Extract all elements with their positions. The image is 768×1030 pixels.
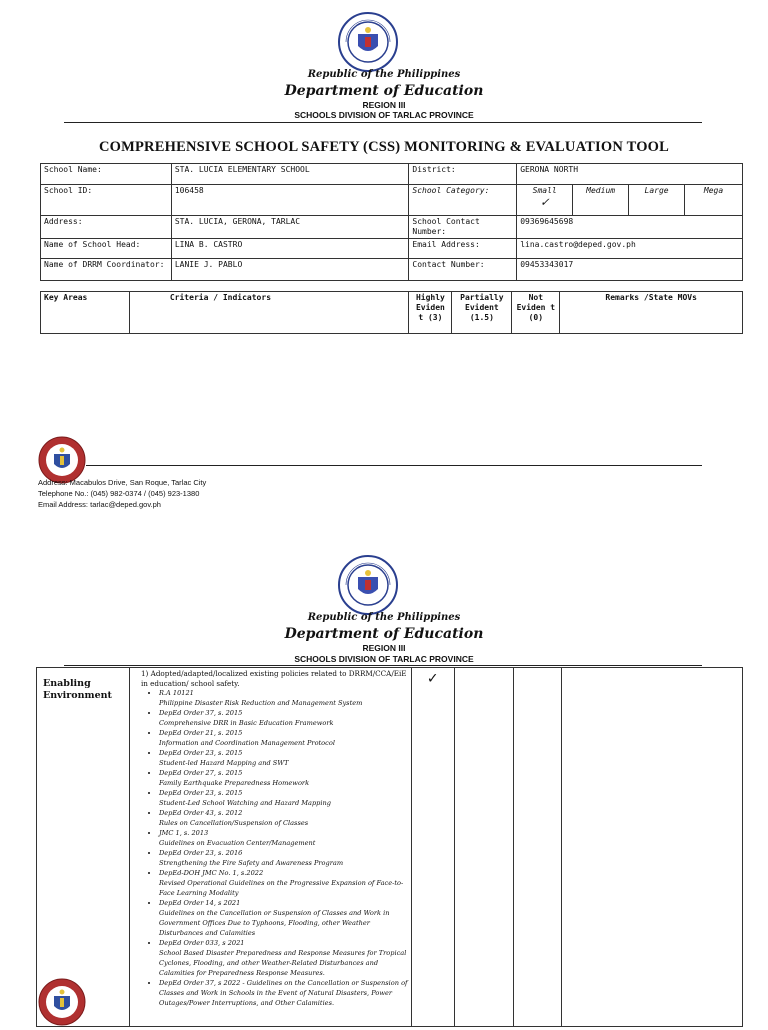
criteria-cell — [129, 668, 411, 1027]
contact-label: School Contact Number: — [409, 216, 517, 239]
policy-item — [159, 768, 408, 788]
policy-title: • R.A 10121 — [158, 689, 194, 697]
not-evident-header: Not Eviden t (0) — [512, 292, 560, 334]
footer-telephone: Telephone No.: (045) 982-0374 / (045) 923-1380 — [38, 489, 200, 498]
policy-item — [159, 898, 408, 938]
header-divider — [64, 122, 702, 123]
region-text-page2: REGION III — [362, 643, 406, 653]
email-value: lina.castro@deped.gov.ph — [517, 239, 743, 259]
region-text: REGION III — [362, 100, 406, 110]
drrm-value: LANIE J. PABLO — [171, 259, 409, 281]
remarks-cell — [562, 668, 743, 1027]
check-icon: ✓ — [540, 195, 549, 210]
contact-value: 09369645698 — [517, 216, 743, 239]
policy-item — [159, 808, 408, 828]
policy-description: Philippine Disaster Risk Reduction and Management System — [158, 699, 363, 707]
policy-item — [159, 848, 408, 868]
policy-item — [159, 938, 408, 978]
category-large: Large — [629, 185, 685, 216]
drrm-label: Name of DRRM Coordinator: — [41, 259, 172, 281]
policy-title: • DepEd Order 033, s 2021 — [158, 939, 245, 947]
policy-item — [159, 688, 408, 708]
policy-item — [159, 728, 408, 748]
highly-evident-header: Highly Eviden t (3) — [409, 292, 452, 334]
policy-title: • DepEd Order 27, s. 2015 — [158, 769, 243, 777]
footer-divider — [86, 465, 702, 466]
key-areas-header: Key Areas — [41, 292, 130, 334]
criteria-header: Criteria / Indicators — [129, 292, 409, 334]
policy-item — [159, 788, 408, 808]
division-text: SCHOOLS DIVISION OF TARLAC PROVINCE — [294, 110, 474, 120]
republic-text-page2: Republic of the Philippines — [307, 612, 461, 623]
policy-title: • DepEd Order 43, s. 2012 — [158, 809, 243, 817]
footer-address: Address: Macabulos Drive, San Roque, Tarlac City — [38, 478, 207, 487]
policy-item — [159, 828, 408, 848]
policy-description: Comprehensive DRR in Basic Education Framework — [158, 719, 334, 727]
category-small: Small ✓ — [517, 185, 573, 216]
policy-description: Strengthening the Fire Safety and Awareness Program — [158, 859, 344, 867]
policy-title: • DepEd Order 23, s. 2016 — [158, 849, 243, 857]
policy-title: • JMC 1, s. 2013 — [158, 829, 209, 837]
drrm-contact-label: Contact Number: — [409, 259, 517, 281]
policy-item — [159, 978, 408, 1008]
policy-title: • DepEd Order 21, s. 2015 — [158, 729, 243, 737]
evaluation-table — [36, 667, 743, 1027]
policy-title: • DepEd-DOH JMC No. 1, s.2022 — [158, 869, 264, 877]
address-value: STA. LUCIA, GERONA, TARLAC — [171, 216, 409, 239]
drrm-contact-value: 09453343017 — [517, 259, 743, 281]
department-title: Department of Education — [284, 83, 484, 99]
school-info-table — [40, 163, 743, 281]
policy-description: Student-Led School Watching and Hazard Mapping — [158, 799, 331, 807]
deped-seal — [338, 12, 398, 72]
policy-title: • DepEd Order 37, s 2022 - Guidelines on the Cancellation or Suspension of Classes and Work in Schools in the Event of Natural Disasters, Power Outages/Power Interruptions, and Other Calamities. — [158, 979, 408, 1007]
footer-email: Email Address: tarlac@deped.gov.ph — [38, 500, 161, 509]
email-label: Email Address: — [409, 239, 517, 259]
highly-evident-cell — [411, 668, 454, 1027]
check-icon: ✓ — [427, 668, 438, 687]
district-label: District: — [409, 164, 517, 185]
head-value: LINA B. CASTRO — [171, 239, 409, 259]
address-label: Address: — [41, 216, 172, 239]
policy-title: • DepEd Order 14, s 2021 — [158, 899, 241, 907]
evaluation-header-table — [40, 291, 743, 334]
policy-description: Family Earthquake Preparedness Homework — [158, 779, 310, 787]
school-name-value: STA. LUCIA ELEMENTARY SCHOOL — [171, 164, 409, 185]
policy-title: • DepEd Order 23, s. 2015 — [158, 749, 243, 757]
partially-evident-cell — [454, 668, 514, 1027]
district-value: GERONA NORTH — [517, 164, 743, 185]
key-area-enabling-environment: Enabling Environment — [37, 668, 130, 1027]
partially-evident-header: Partially Evident (1.5) — [452, 292, 512, 334]
policy-item — [159, 868, 408, 898]
policy-list — [133, 688, 408, 1008]
policy-description: Information and Coordination Management Protocol — [158, 739, 335, 747]
division-text-page2: SCHOOLS DIVISION OF TARLAC PROVINCE — [294, 654, 474, 664]
category-label: School Category: — [409, 185, 517, 216]
policy-title: • DepEd Order 23, s. 2015 — [158, 789, 243, 797]
policy-title: • DepEd Order 37, s. 2015 — [158, 709, 243, 717]
division-seal-page2 — [38, 978, 86, 1026]
category-medium: Medium — [573, 185, 629, 216]
not-evident-cell — [514, 668, 562, 1027]
policy-description: Guidelines on Evacuation Center/Management — [158, 839, 316, 847]
school-id-label: School ID: — [41, 185, 172, 216]
school-name-label: School Name: — [41, 164, 172, 185]
department-title-page2: Department of Education — [284, 626, 484, 642]
form-title: COMPREHENSIVE SCHOOL SAFETY (CSS) MONITORING & EVALUATION TOOL — [98, 139, 670, 155]
policy-description: School Based Disaster Preparedness and Response Measures for Tropical Cyclones, Flooding, and other Weather-Related Disturbances and Calamities for Preparedness Response Measures. — [158, 949, 407, 977]
school-id-value: 106458 — [171, 185, 409, 216]
policy-item — [159, 748, 408, 768]
head-label: Name of School Head: — [41, 239, 172, 259]
policy-item — [159, 708, 408, 728]
policy-description: Guidelines on the Cancellation or Suspension of Classes and Work in Government Offices Due to Typhoons, Flooding, other Weather Disturbances and Calamities — [158, 909, 390, 937]
policy-description: Revised Operational Guidelines on the Progressive Expansion of Face-to-Face Learning Modality — [158, 879, 404, 897]
header-divider-page2 — [64, 665, 702, 666]
remarks-header: Remarks /State MOVs — [560, 292, 743, 334]
criterion-text: 1) Adopted/adapted/localized existing policies related to DRRM/CCA/EiE in education/ school safety. — [140, 669, 407, 688]
policy-description: Student-led Hazard Mapping and SWT — [158, 759, 289, 767]
policy-description: Rules on Cancellation/Suspension of Classes — [158, 819, 309, 827]
category-mega: Mega — [685, 185, 743, 216]
deped-seal-page2 — [338, 555, 398, 615]
republic-text: Republic of the Philippines — [307, 69, 461, 80]
